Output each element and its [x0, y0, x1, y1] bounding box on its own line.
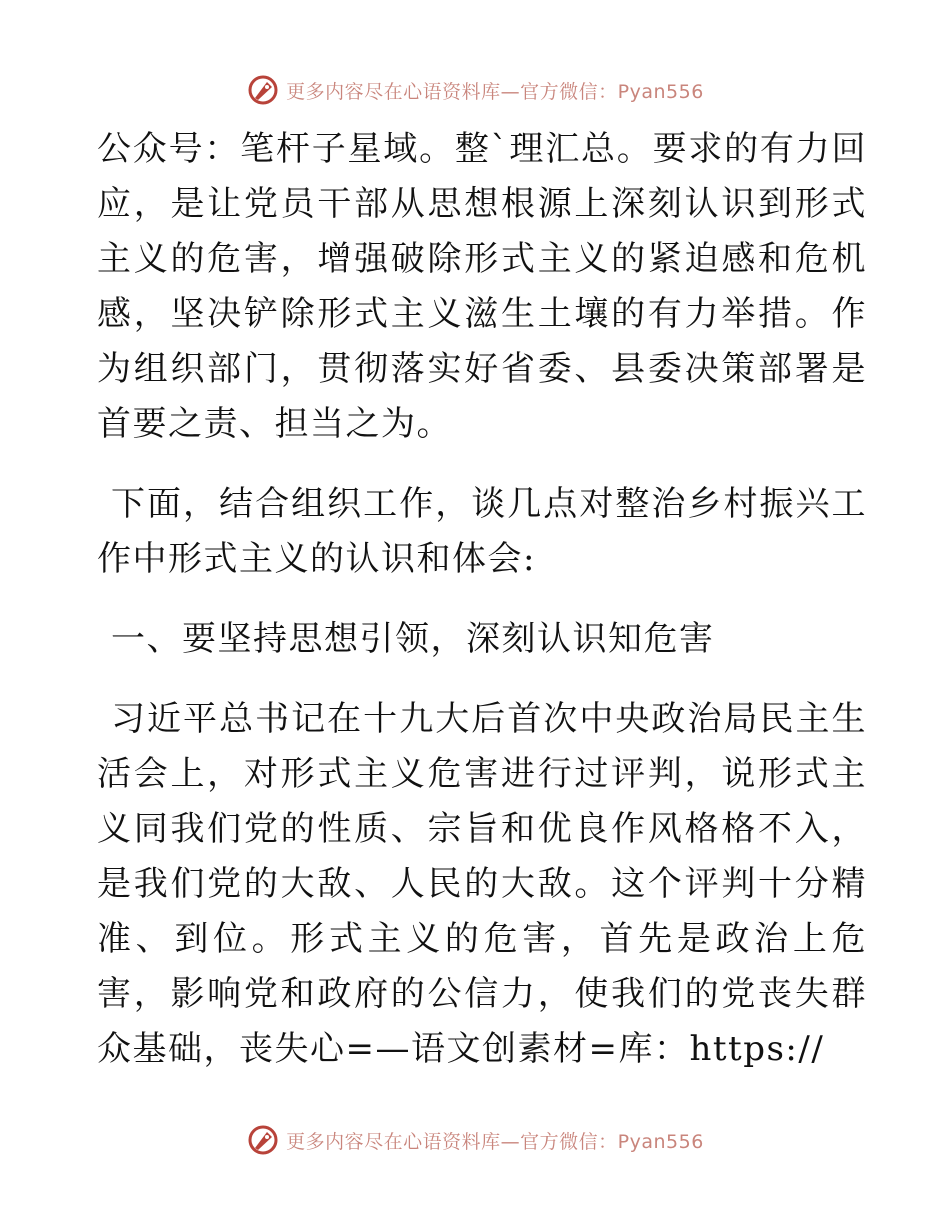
- paragraph-transition: 下面，结合组织工作，谈几点对整治乡村振兴工作中形式主义的认识和体会:: [97, 484, 867, 579]
- watermark-text: 更多内容尽在心语资料库—官方微信：Pyan556: [286, 1130, 704, 1153]
- watermark-banner-top: [0, 68, 950, 112]
- paragraph-body: 习近平总书记在十九大后首次中央政治局民主生活会上，对形式主义危害进行过评判，说形式主义同我们党的性质、宗旨和优良作风格格不入，是我们党的大敌、人民的大敌。这个评判十分精准、到位。形式主义的危害，首先是政治上危害，影响党和政府的公信力，使我们的党丧失群众基础，丧失心=—语文创素材=库：https://: [97, 699, 867, 1069]
- document-body: [97, 122, 867, 1077]
- section-heading: 一、要坚持思想引领，深刻认识知危害: [111, 619, 715, 659]
- watermark-text: 更多内容尽在心语资料库—官方微信：Pyan556: [286, 80, 704, 103]
- watermark-banner-bottom: [0, 1118, 950, 1162]
- pen-nib-icon: [246, 1123, 280, 1157]
- pen-nib-icon: [246, 73, 280, 107]
- paragraph-intro: 公众号：笔杆子星域。整`理汇总。要求的有力回应，是让党员干部从思想根源上深刻认识到形式主义的危害，增强破除形式主义的紧迫感和危机感，坚决铲除形式主义滋生土壤的有力举措。作为组织部门，贯彻落实好省委、县委决策部署是首要之责、担当之为。: [97, 129, 867, 444]
